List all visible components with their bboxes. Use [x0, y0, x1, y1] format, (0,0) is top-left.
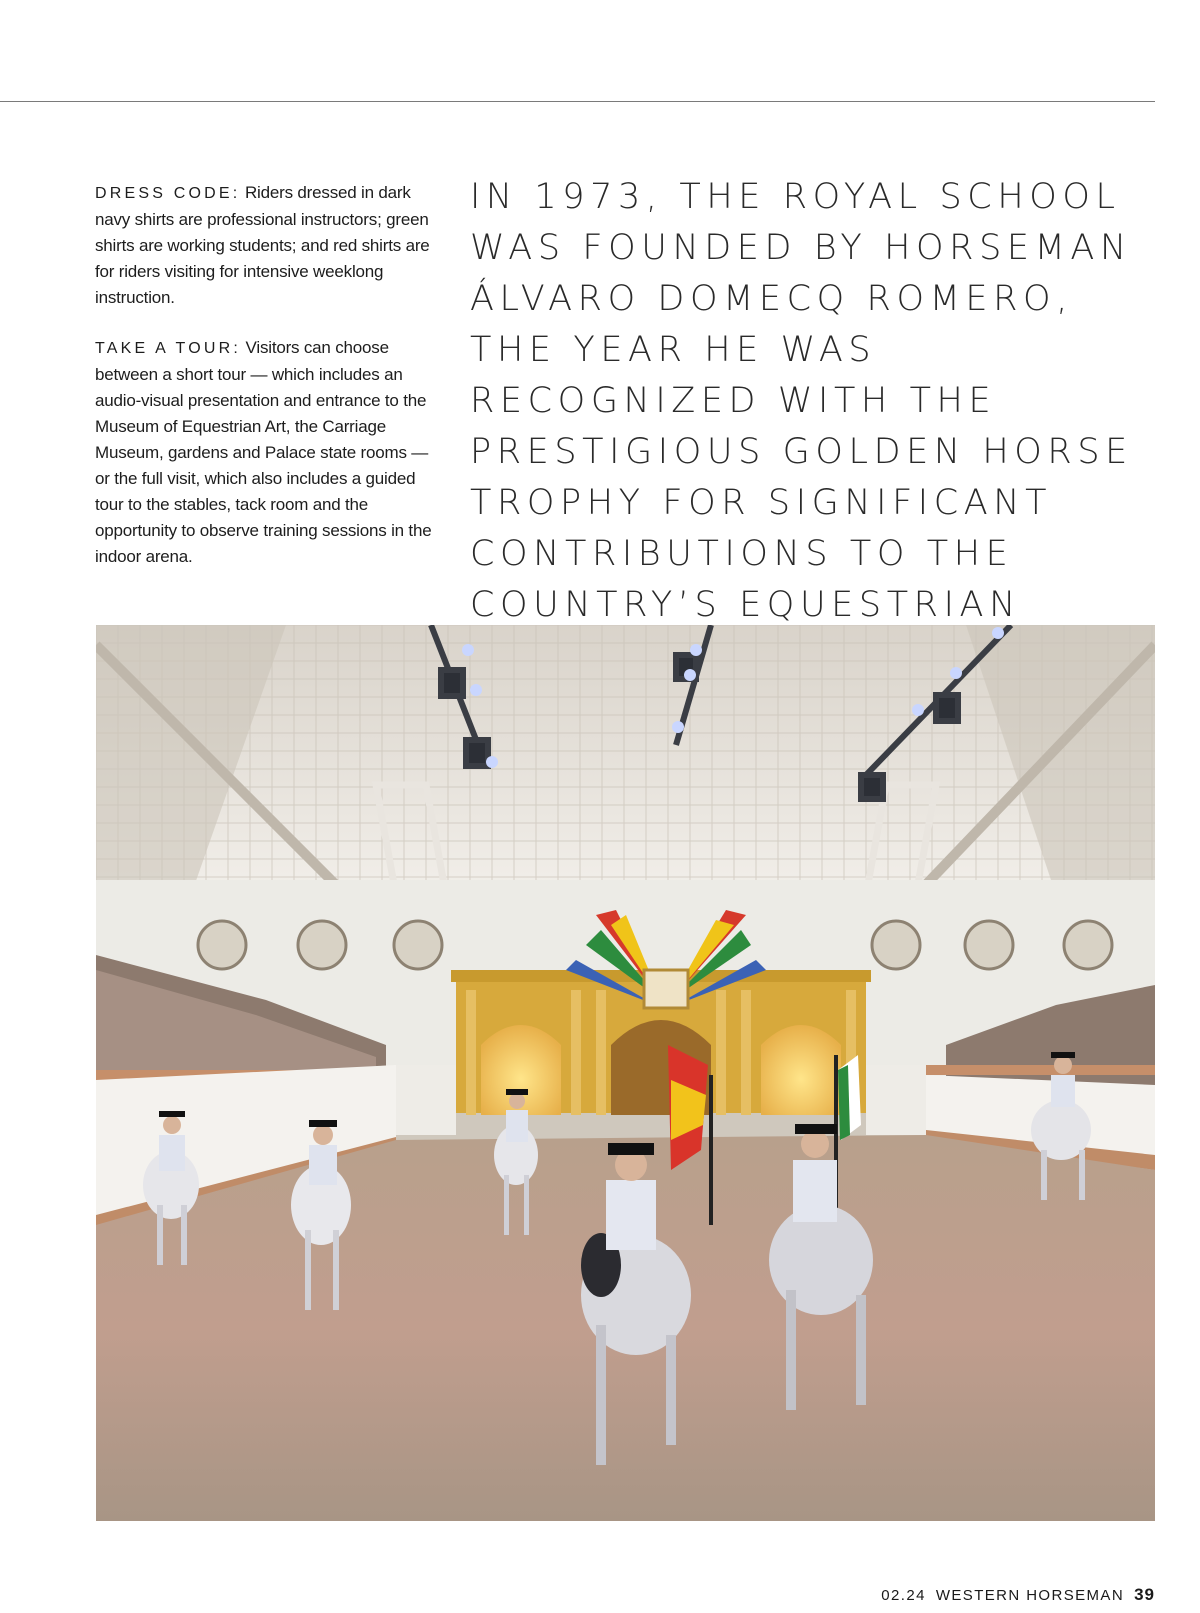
dress-code-paragraph — [95, 180, 435, 311]
pull-quote: IN 1973, THE ROYAL SCHOOL WAS FOUNDED BY HORSEMAN ÁLVARO DOMECQ ROMERO, THE YEAR HE WAS RECOGNIZED WITH THE PRESTIGIOUS GOLDEN HORSE TROPHY FOR SIGNIFICANT CONTRIBUTIONS TO THE COUNTRY’S EQUESTRIAN — [470, 177, 1133, 625]
arena-photo — [96, 625, 1155, 1521]
tour-heading: TAKE A TOUR: — [95, 340, 241, 357]
magazine-name: WESTERN HORSEMAN — [935, 1587, 1125, 1604]
dress-code-heading: DRESS CODE: — [95, 185, 241, 202]
page-number: 39 — [1134, 1585, 1155, 1604]
tour-paragraph — [95, 335, 435, 570]
page-footer — [881, 1585, 1155, 1605]
sidebar-info — [95, 180, 435, 594]
top-rule — [0, 101, 1155, 102]
arena-illustration — [96, 625, 1155, 1521]
issue-date: 02.24 — [881, 1587, 926, 1604]
dress-code-body: Riders dressed in dark navy shirts are professional instructors; green shirts are working students; and red shirts are for riders visiting for intensive weeklong instruction. — [95, 183, 430, 307]
tour-body: Visitors can choose between a short tour — which includes an audio-visual presentation and entrance to the Museum of Equestrian Art, the Carriage Museum, gardens and Palace state rooms — or the full visit, which also includes a guided tour to the stables, tack room and the opportunity to observe training sessions in the indoor arena. — [95, 338, 432, 566]
